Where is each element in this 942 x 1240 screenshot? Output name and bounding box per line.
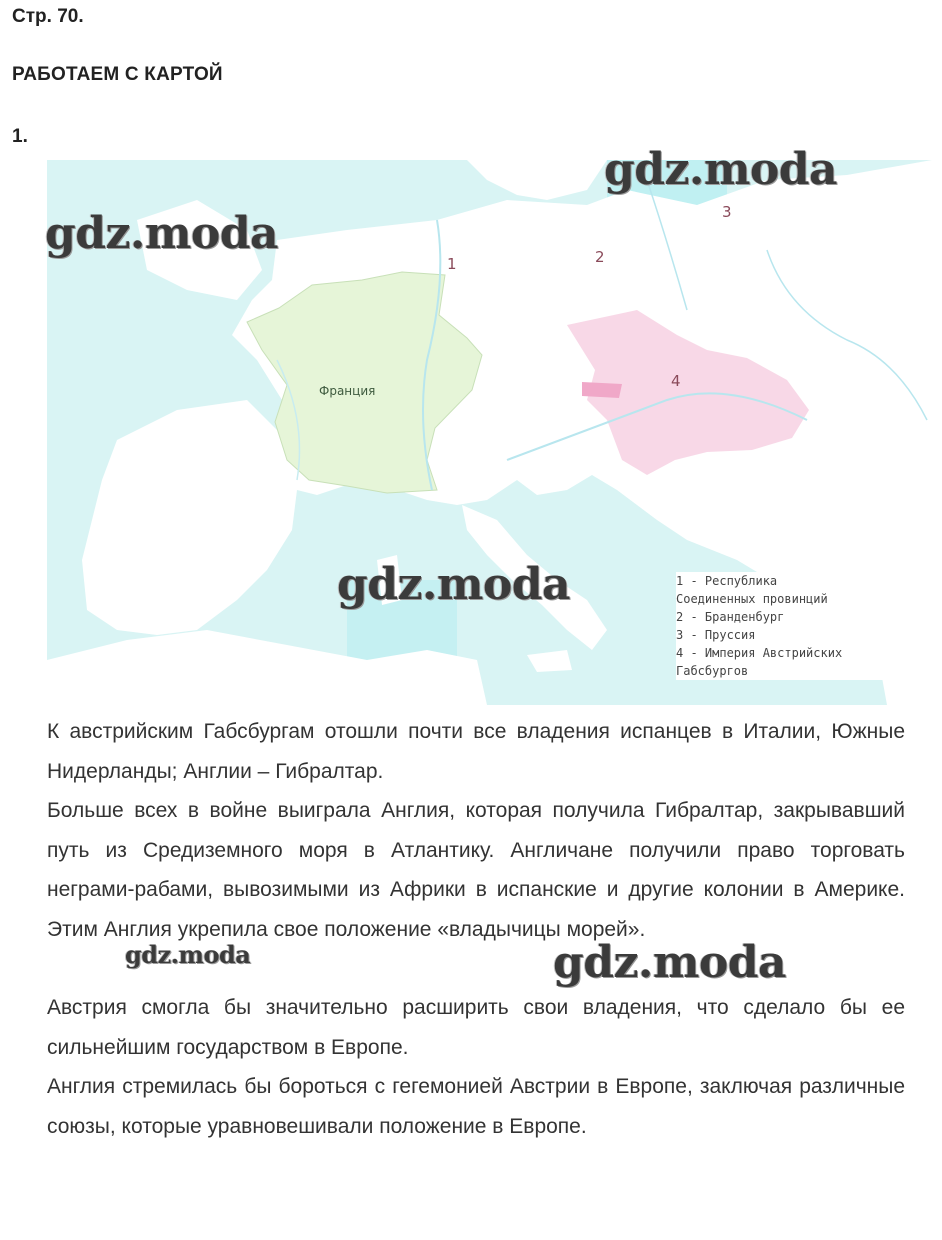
france-label: Франция [319,384,376,398]
legend-line: Габсбургов [676,664,749,678]
watermark: gdz.moda [604,144,838,195]
task-number: 1. [12,126,28,147]
map-marker-4: 4 [671,372,681,390]
map-marker-1: 1 [447,255,457,273]
watermark: gdz.moda [553,937,787,988]
paragraph: Больше всех в войне выиграла Англия, которая получила Гибралтар, закрывавший путь из Средиземного моря в Атлантику. Англичане получили право торговать неграми-рабами, вывозимыми из Африки в испанские и другие колонии в Америке. Этим Англия укрепила свое положение «владычицы морей». [47,799,905,941]
legend-line: 3 - Пруссия [676,628,756,642]
map-legend [676,572,926,680]
paragraph: Англия стремилась бы бороться с гегемонией Австрии в Европе, заключая различные союзы, которые уравновешивали положение в Европе. [47,1075,905,1138]
watermark: gdz.moda [125,940,251,969]
watermark: gdz.moda [337,559,571,610]
paragraph: К австрийским Габсбургам отошли почти все владения испанцев в Италии, Южные Нидерланды; Англии – Гибралтар. [47,720,905,783]
page-label: Стр. 70. [12,6,84,27]
watermark: gdz.moda [45,208,279,259]
map-marker-2: 2 [595,248,605,266]
map-marker-3: 3 [722,203,732,221]
legend-line: Соединенных провинций [676,592,828,606]
paragraph: Австрия смогла бы значительно расширить свои владения, что сделало бы ее сильнейшим государством в Европе. [47,996,905,1059]
legend-line: 4 - Империя Австрийских [676,646,843,660]
section-title: РАБОТАЕМ С КАРТОЙ [12,64,223,85]
legend-line: 2 - Бранденбург [676,610,785,624]
legend-line: 1 - Республика [676,574,778,588]
